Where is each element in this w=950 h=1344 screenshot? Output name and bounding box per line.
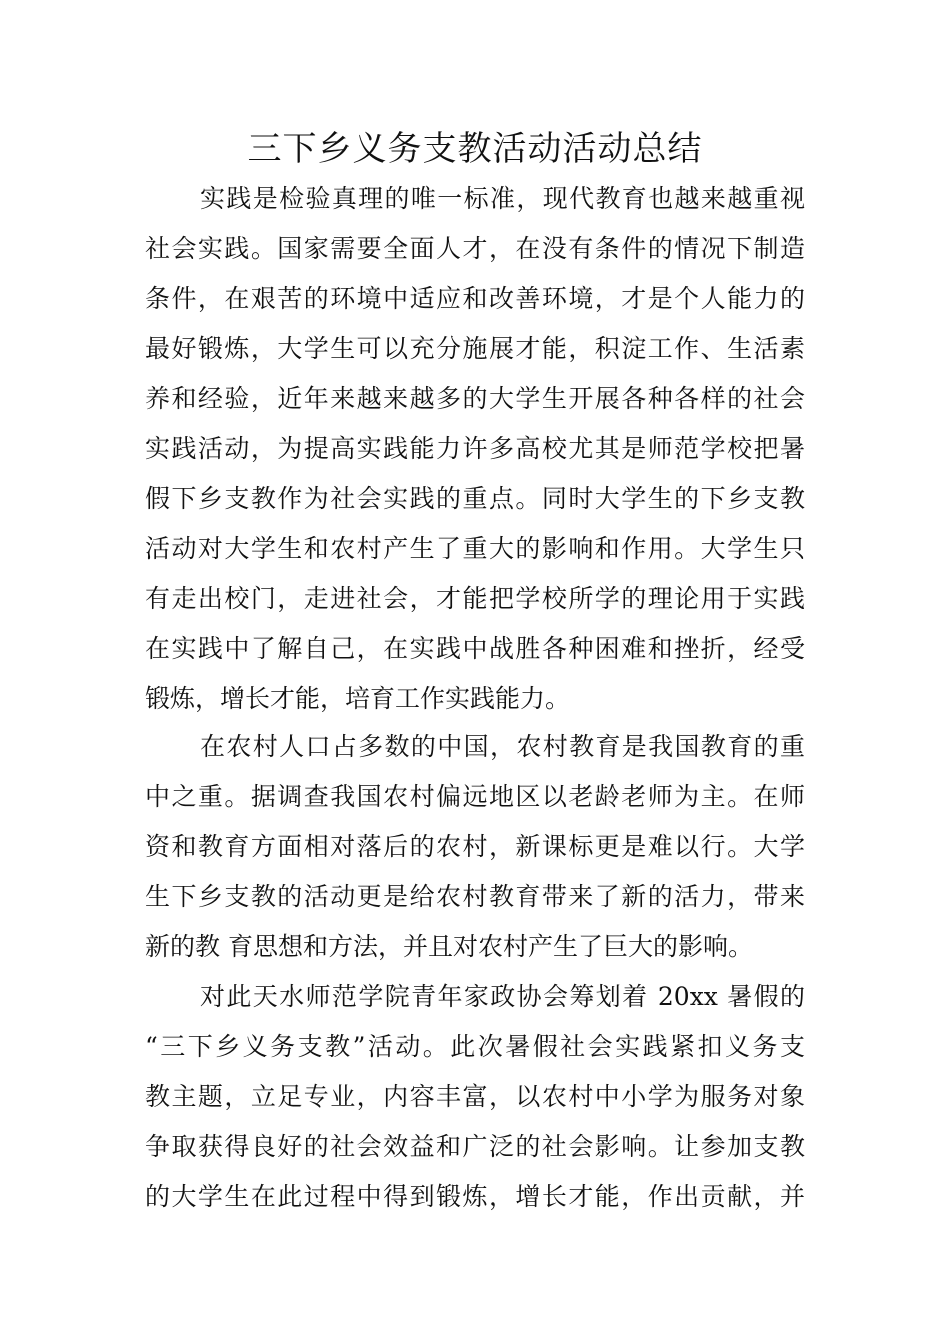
paragraph-2-line-4: 生下乡支教的活动更是给农村教育带来了新的活力，带来 xyxy=(145,882,805,911)
paragraph-3-line-1: 对此天水师范学院青年家政协会筹划着 20xx 暑假的 xyxy=(200,982,805,1011)
paragraph-3-line-5: 的大学生在此过程中得到锻炼，增长才能，作出贡献，并 xyxy=(145,1182,805,1211)
paragraph-1-line-1: 实践是检验真理的唯一标准，现代教育也越来越重视 xyxy=(200,184,805,213)
paragraph-1-line-7: 假下乡支教作为社会实践的重点。同时大学生的下乡支教 xyxy=(145,484,805,513)
paragraph-2-line-1: 在农村人口占多数的中国，农村教育是我国教育的重 xyxy=(200,732,805,761)
paragraph-2-line-5: 新的教 育思想和方法，并且对农村产生了巨大的影响。 xyxy=(145,932,753,961)
paragraph-3-line-2: “三下乡义务支教”活动。此次暑假社会实践紧扣义务支 xyxy=(145,1032,805,1061)
paragraph-1-line-6: 实践活动，为提高实践能力许多高校尤其是师范学校把暑 xyxy=(145,434,805,463)
paragraph-1-line-9: 有走出校门，走进社会，才能把学校所学的理论用于实践 xyxy=(145,584,805,613)
paragraph-1-line-8: 活动对大学生和农村产生了重大的影响和作用。大学生只 xyxy=(145,534,805,563)
paragraph-3-line-3: 教主题，立足专业，内容丰富，以农村中小学为服务对象 xyxy=(145,1082,805,1111)
paragraph-3-line-4: 争取获得良好的社会效益和广泛的社会影响。让参加支教 xyxy=(145,1132,805,1161)
paragraph-1-line-3: 条件，在艰苦的环境中适应和改善环境，才是个人能力的 xyxy=(145,284,805,313)
paragraph-1-line-4: 最好锻炼，大学生可以充分施展才能，积淀工作、生活素 xyxy=(145,334,805,363)
document-title: 三下乡义务支教活动活动总结 xyxy=(247,129,703,169)
paragraph-1-line-2: 社会实践。国家需要全面人才，在没有条件的情况下制造 xyxy=(145,234,805,263)
paragraph-2-line-2: 中之重。据调查我国农村偏远地区以老龄老师为主。在师 xyxy=(145,782,805,811)
paragraph-1-line-11: 锻炼，增长才能，培育工作实践能力。 xyxy=(145,684,571,713)
paragraph-1-line-10: 在实践中了解自己，在实践中战胜各种困难和挫折，经受 xyxy=(145,634,805,663)
paragraph-2-line-3: 资和教育方面相对落后的农村，新课标更是难以行。大学 xyxy=(145,832,805,861)
paragraph-1-line-5: 养和经验，近年来越来越多的大学生开展各种各样的社会 xyxy=(145,384,805,413)
